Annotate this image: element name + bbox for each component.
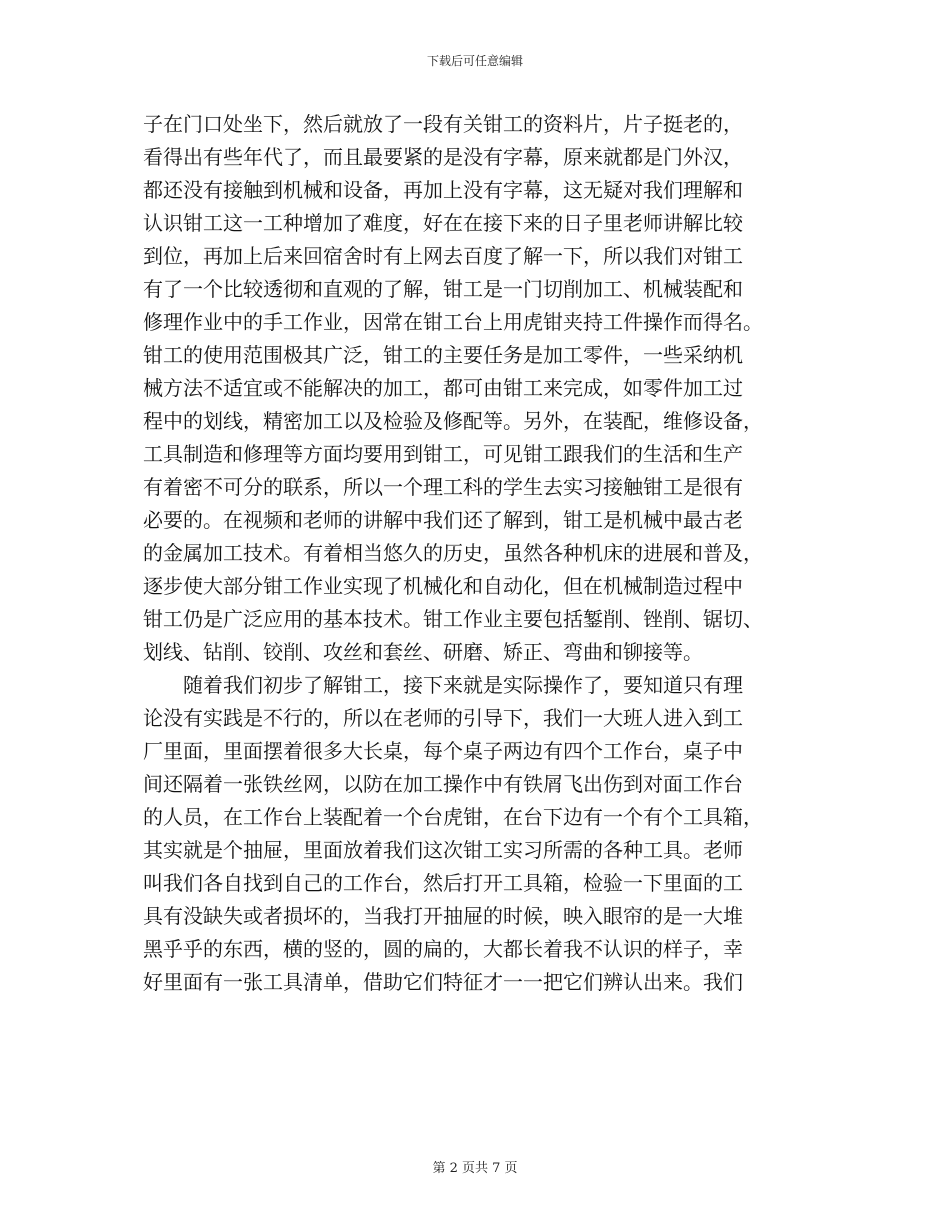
text-line: 修理作业中的手工作业，因常在钳工台上用虎钳夹持工件操作而得名。 (143, 310, 763, 334)
text-line: 间还隔着一张铁丝网，以防在加工操作中有铁屑飞出伤到对面工作台 (143, 772, 743, 796)
text-line: 到位，再加上后来回宿舍时有上网去百度了解一下，所以我们对钳工 (143, 244, 743, 268)
paragraph-start-line: 随着我们初步了解钳工，接下来就是实际操作了，要知道只有理 (183, 673, 743, 697)
text-line: 划线、钻削、铰削、攻丝和套丝、研磨、矫正、弯曲和铆接等。 (143, 640, 703, 664)
text-line: 论没有实践是不行的，所以在老师的引导下，我们一大班人进入到工 (143, 706, 743, 730)
text-line: 必要的。在视频和老师的讲解中我们还了解到，钳工是机械中最古老 (143, 508, 743, 532)
document-body (143, 108, 803, 999)
text-line: 叫我们各自找到自己的工作台，然后打开工具箱，检验一下里面的工 (143, 871, 743, 895)
text-line: 的金属加工技术。有着相当悠久的历史，虽然各种机床的进展和普及， (143, 541, 763, 565)
text-line: 其实就是个抽屉，里面放着我们这次钳工实习所需的各种工具。老师 (143, 838, 743, 862)
text-line: 钳工仍是广泛应用的基本技术。钳工作业主要包括錾削、锉削、锯切、 (143, 607, 763, 631)
text-line: 的人员，在工作台上装配着一个台虎钳，在台下边有一个有个工具箱， (143, 805, 763, 829)
page-footer: 第 2 页共 7 页 (432, 1161, 518, 1176)
text-line: 钳工的使用范围极其广泛，钳工的主要任务是加工零件，一些采纳机 (143, 343, 743, 367)
text-line: 逐步使大部分钳工作业实现了机械化和自动化，但在机械制造过程中 (143, 574, 743, 598)
text-line: 具有没缺失或者损坏的，当我打开抽屉的时候，映入眼帘的是一大堆 (143, 904, 743, 928)
text-line: 都还没有接触到机械和设备，再加上没有字幕，这无疑对我们理解和 (143, 178, 743, 202)
text-line: 有着密不可分的联系，所以一个理工科的学生去实习接触钳工是很有 (143, 475, 743, 499)
text-line: 有了一个比较透彻和直观的了解，钳工是一门切削加工、机械装配和 (143, 277, 743, 301)
text-line: 程中的划线，精密加工以及检验及修配等。另外，在装配，维修设备， (143, 409, 763, 433)
text-line: 械方法不适宜或不能解决的加工，都可由钳工来完成，如零件加工过 (143, 376, 743, 400)
text-line: 看得出有些年代了，而且最要紧的是没有字幕，原来就都是门外汉， (143, 145, 743, 169)
text-line: 黑乎乎的东西，横的竖的，圆的扁的，大都长着我不认识的样子，幸 (143, 937, 743, 961)
page-header: 下载后可任意编辑 (426, 54, 523, 68)
text-line: 认识钳工这一工种增加了难度，好在在接下来的日子里老师讲解比较 (143, 211, 743, 235)
text-line: 厂里面，里面摆着很多大长桌，每个桌子两边有四个工作台，桌子中 (143, 739, 743, 763)
text-line: 好里面有一张工具清单，借助它们特征才一一把它们辨认出来。我们 (143, 970, 743, 994)
text-line: 工具制造和修理等方面均要用到钳工，可见钳工跟我们的生活和生产 (143, 442, 743, 466)
text-line: 子在门口处坐下，然后就放了一段有关钳工的资料片，片子挺老的， (143, 112, 743, 136)
